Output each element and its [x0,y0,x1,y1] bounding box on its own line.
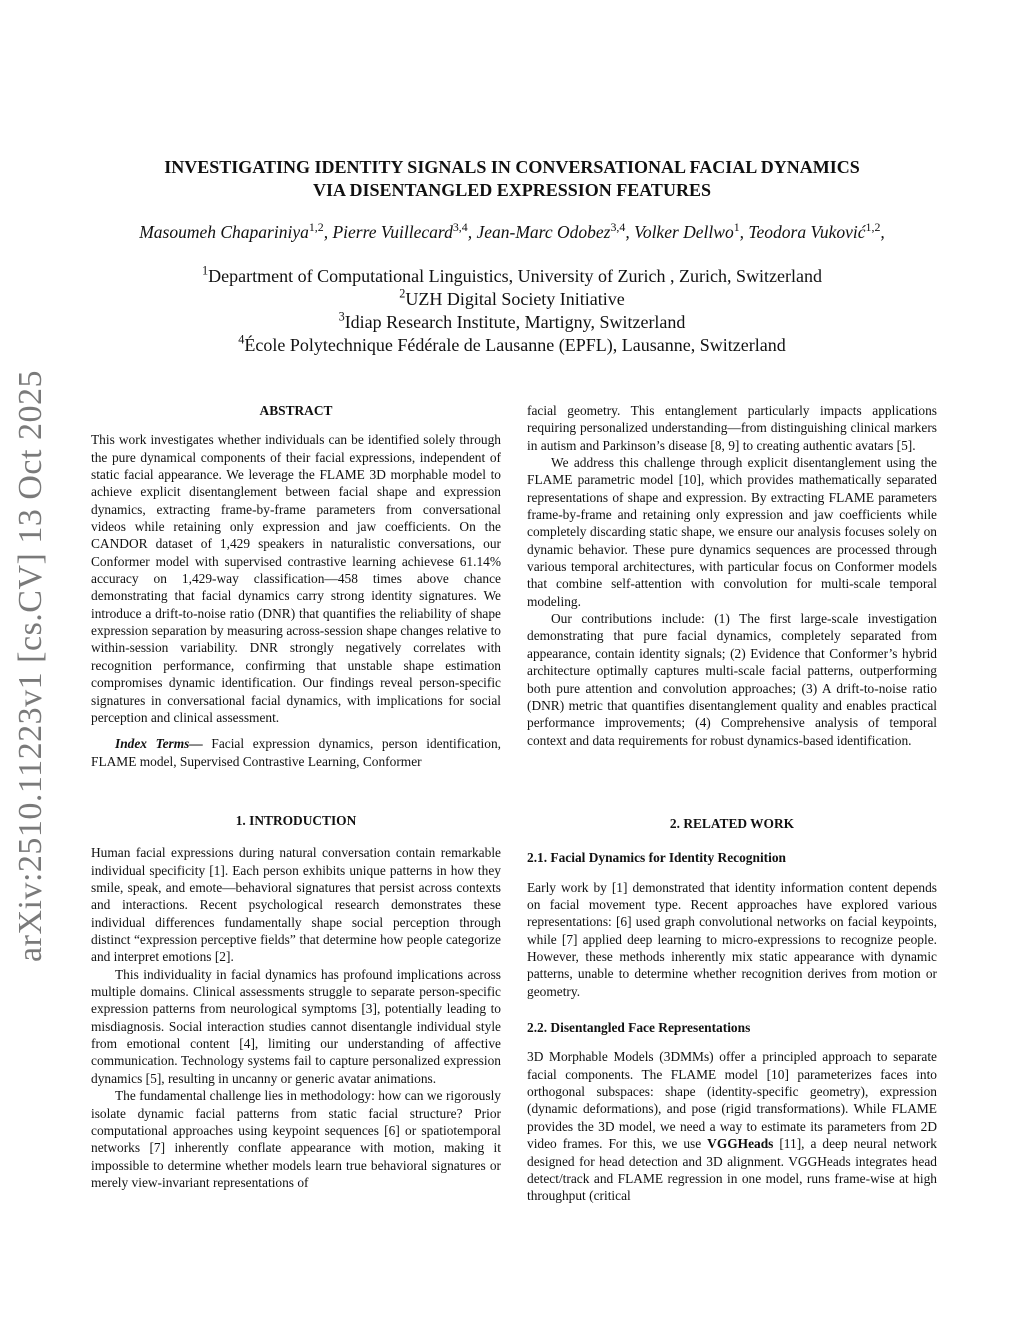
index-terms-label: Index Terms— [115,736,203,752]
author: Volker Dellwo$^1$, [634,219,749,242]
subsection-heading-2-2: 2.2. Disentangled Face Representations [527,1020,751,1036]
author: Jean-Marc Odobez$^{3,4}$, [476,219,635,242]
subsection-heading-2-1: 2.1. Facial Dynamics for Identity Recognition [527,850,786,866]
related-work-heading: 2. RELATED WORK [669,816,795,831]
intro-continued [527,402,937,749]
intro-paragraph-4: facial geometry. This entanglement particularly impacts applications requiring personalized understanding—from distinguishing clinical markers in autism and Parkinson’s disease [8, 9] to creating authentic avatars [5]. [527,403,937,453]
affiliation-list [60,265,964,357]
related-work-section [527,815,937,1205]
title-line-2: VIA DISENTANGLED EXPRESSION FEATURES [313,180,711,200]
intro-paragraph-5: We address this challenge through explicit disentanglement using the FLAME parametric model [10], which provides mathematically separated representations of shape and expression. By extracting FLAME parameters frame-by-frame and retaining only expression and jaw coefficients while completely discarding static shape, we ensure our analysis focuses solely on dynamic behavior. These pure dynamics sequences are processed through various temporal architectures, with particular focus on Conformer models that combine self-attention with convolution for multi-scale temporal modeling. [527,455,937,609]
abstract-body: This work investigates whether individuals can be identified solely through the pure dynamical components of their facial expressions, independent of static facial appearance. We leverage the FLAME 3D morphable model to achieve explicit disentanglement between facial shape and expression dynamics, extracting frame-by-frame parameters from conversational videos while retaining only expression and jaw coefficients. On the CANDOR dataset of 1,429 speakers in naturalistic conversations, our Conformer model with supervised contrastive learning achievese 61.14% accuracy on 1,429-way classification—458 times above chance demonstrating that facial dynamics carry strong identity signatures. We introduce a drift-to-noise ratio (DNR) that quantifies the reliability of shape expression separation by measuring across-session shape changes relative to within-session variability. DNR strongly negatively correlates with recognition performance, confirming that unstable shape estimation compromises dynamic identification. Our findings reveal person-specific signatures in conversational facial dynamics, with implications for social perception and clinical assessment. [91,432,501,725]
author: Pierre Vuillecard$^{3,4}$, [332,219,477,242]
abstract-heading: ABSTRACT [259,403,333,418]
affiliation: $^3$Idiap Research Institute, Martigny, Switzerland [338,309,686,332]
intro-paragraph-1: Human facial expressions during natural conversation contain remarkable individual specificity [1]. Each person exhibits unique patterns in how they smile, speak, and emote—behavioral signatures that persist across contexts and interactions. Recent psychological research demonstrates these individual differences fundamentally shape social perception through distinct “expression perceptive fields” that determine how people categorize and interpret emotions [2]. [91,845,501,965]
introduction-section [91,812,501,1191]
vggheads-term: VGGHeads [707,1136,774,1152]
index-terms [91,735,501,770]
intro-paragraph-2: This individuality in facial dynamics has profound implications across multiple domains. Clinical assessments struggle to separate person-specific expression patterns from neurological symptoms [3], potentially leading to misdiagnosis. Social interaction studies cannot disentangle individual style from emotional content [4], limiting our understanding of affective communication. Technology systems fail to capture personalized expression dynamics [5], resulting in uncanny or generic avatar animations. [91,966,501,1086]
abstract-section [91,402,501,770]
intro-paragraph-6: Our contributions include: (1) The first large-scale investigation demonstrating that pure facial dynamics, completely separated from appearance, contain identity signals; (2) Evidence that Conformer’s hybrid architecture optimally captures multi-scale facial patterns, outperforming both pure attention and convolution approaches; (3) A drift-to-noise ratio (DNR) metric that quantifies disentanglement quality and enables practical performance improvements; (4) Comprehensive analysis of temporal context and data requirements for robust dynamics-based identification. [527,611,937,748]
author: Teodora Vuković$^{1,2}$, [748,219,885,242]
index-terms-text: Facial expression dynamics, person identification, FLAME model, Supervised Contrastive Learning, Conformer [91,736,501,769]
intro-paragraph-3: The fundamental challenge lies in methodology: how can we rigorously isolate dynamic facial patterns from static facial structure? Prior computational approaches using keypoint sequences [6] or spatiotemporal networks [7] inherently conflate appearance with motion, making it impossible to determine whether models learn true behavioral signatures or merely view-invariant representations of [91,1088,501,1190]
author-list [40,219,984,243]
paper-title [60,156,964,202]
affiliation: $^1$Department of Computational Linguistics, University of Zurich , Zurich, Switzerland [202,263,822,286]
related-paragraph-2: 3D Morphable Models (3DMMs) offer a principled approach to separate facial components. The FLAME model [10] parameterizes faces into orthogonal subspaces: shape (identity-specific geometry), expression (dynamic deformations), and pose (rigid transformations). While FLAME provides the 3D model, we need a way to estimate its parameters from 2D video frames. For this, we use VGGHeads [11], a deep neural network designed for head detection and 3D alignment. VGGHeads integrates head detect/track and FLAME regression in one model, runs frame-wise at high throughput (critical [527,1049,937,1204]
title-line-1: INVESTIGATING IDENTITY SIGNALS IN CONVERSATIONAL FACIAL DYNAMICS [164,157,860,177]
author: Masoumeh Chapariniya$^{1,2}$, [139,219,333,242]
affiliation: $^2$UZH Digital Society Initiative [399,286,625,309]
related-paragraph-1: Early work by [1] demonstrated that identity information content depends on facial movement type. Recent approaches have explored various representations: [6] used graph convolutional networks on facial keypoints, while [7] applied deep learning to micro-expressions to recognize people. However, these methods inherently mix static appearance with dynamic patterns, unable to determine whether recognition derives from motion or geometry. [527,879,937,999]
affiliation: $^4$École Polytechnique Fédérale de Lausanne (EPFL), Lausanne, Switzerland [238,332,786,355]
arxiv-identifier: arXiv:2510.11223v1 [cs.CV] 13 Oct 2025 [12,370,49,962]
arxiv-sidebar [8,372,54,960]
introduction-heading: 1. INTRODUCTION [235,813,357,828]
